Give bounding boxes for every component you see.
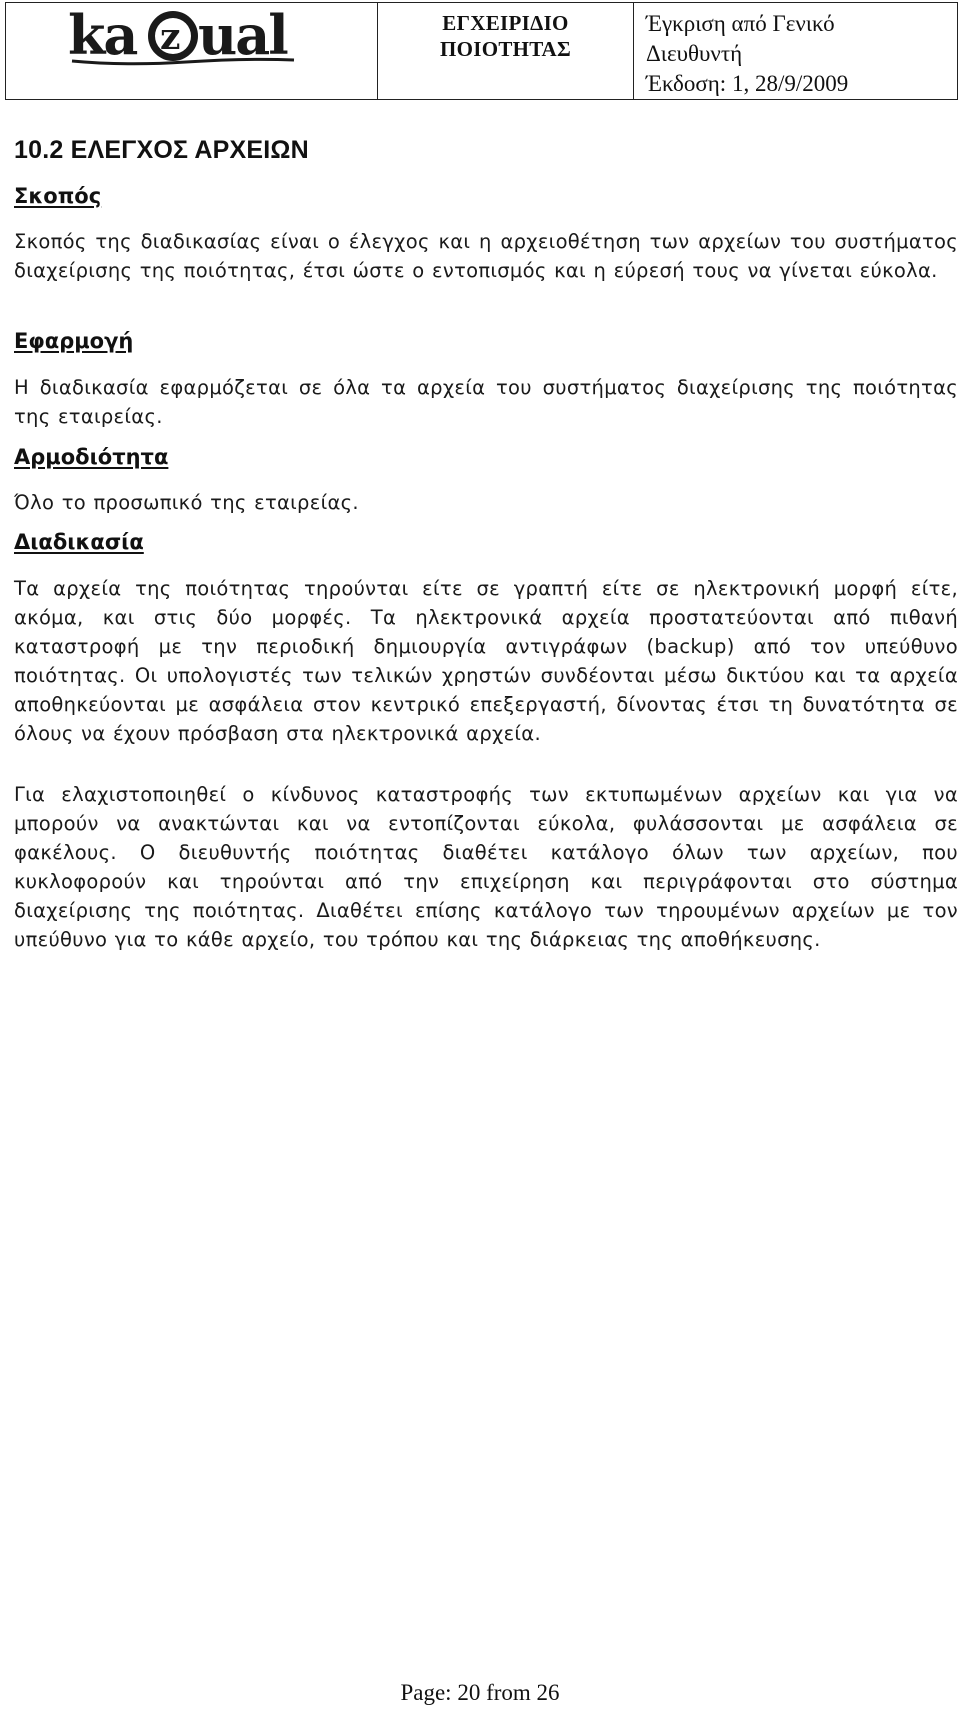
scope-text: Σκοπός της διαδικασίας είναι ο έλεγχος και η αρχειοθέτηση των αρχείων του συστήματος διαχείρισης της ποιότητας, έτσι ώστε ο εντοπισμός και η εύρεσή τους να γίνεται εύκολα. [14,230,958,282]
logo-cell [6,3,378,100]
responsibility-heading: Αρμοδιότητα [14,445,169,469]
approval-line2: Διευθυντή [646,41,743,66]
approval-cell [634,3,958,100]
responsibility-text: Όλο το προσωπικό της εταιρείας. [14,491,359,514]
svg-text:ka: ka [68,6,137,67]
page-number: Page: 20 from 26 [400,1680,560,1705]
application-heading: Εφαρμογή [14,329,134,353]
section-title: 10.2 ΕΛΕΓΧΟΣ ΑΡΧΕΙΩΝ [14,136,309,164]
approval-info [634,3,957,99]
manual-title [378,3,633,62]
application-text: Η διαδικασία εφαρμόζεται σε όλα τα αρχεία του συστήματος διαχείρισης της ποιότητας της εταιρείας. [14,376,958,428]
manual-title-line2: ΠΟΙΟΤΗΤΑΣ [439,37,572,61]
scope-heading: Σκοπός [14,184,102,208]
kazual-logo [66,6,298,68]
svg-text:z: z [160,16,181,58]
procedure-text-2: Για ελαχιστοποιηθεί ο κίνδυνος καταστροφής των εκτυπωμένων αρχείων και για να μπορούν να ανακτώνται και να εντοπίζονται εύκολα, φυλάσσονται με ασφάλεια σε φακέλους. Ο διευθυντής ποιότητας διαθέτει κατάλογο όλων των αρχείων, που κυκλοφορούν και τηρούνται από την επιχείρηση και περιγράφονται στο σύστημα διαχείρισης της ποιότητας. Διαθέτει επίσης κατάλογο των τηρουμένων αρχείων με τον υπεύθυνο για το κάθε αρχείο, του τρόπου και της διάρκειας της αποθήκευσης. [14,783,958,951]
approval-line1: Έγκριση από Γενικό [646,11,835,36]
manual-title-line1: ΕΓΧΕΙΡΙΔΙΟ [442,11,569,35]
procedure-text-1: Τα αρχεία της ποιότητας τηρούνται είτε σε γραπτή είτε σε ηλεκτρονική μορφή είτε, ακόμα, και στις δύο μορφές. Τα ηλεκτρονικά αρχεία προστατεύονται από πιθανή καταστροφή με την περιοδική δημιουργία αντιγράφων (backup) από τον υπεύθυνο ποιότητας. Οι υπολογιστές των τελικών χρηστών συνδέονται μέσω δικτύου και τα αρχεία αποθηκεύονται με ασφάλεια στον κεντρικό επεξεργαστή, δίνοντας έτσι τη δυνατότητα σε όλους να έχουν πρόσβαση στα ηλεκτρονικά αρχεία. [14,577,958,745]
manual-title-cell [378,3,634,100]
svg-text:ual: ual [198,6,287,67]
document-header [5,2,958,100]
edition-label: Έκδοση: 1, 28/9/2009 [646,71,849,96]
procedure-heading: Διαδικασία [14,530,144,554]
